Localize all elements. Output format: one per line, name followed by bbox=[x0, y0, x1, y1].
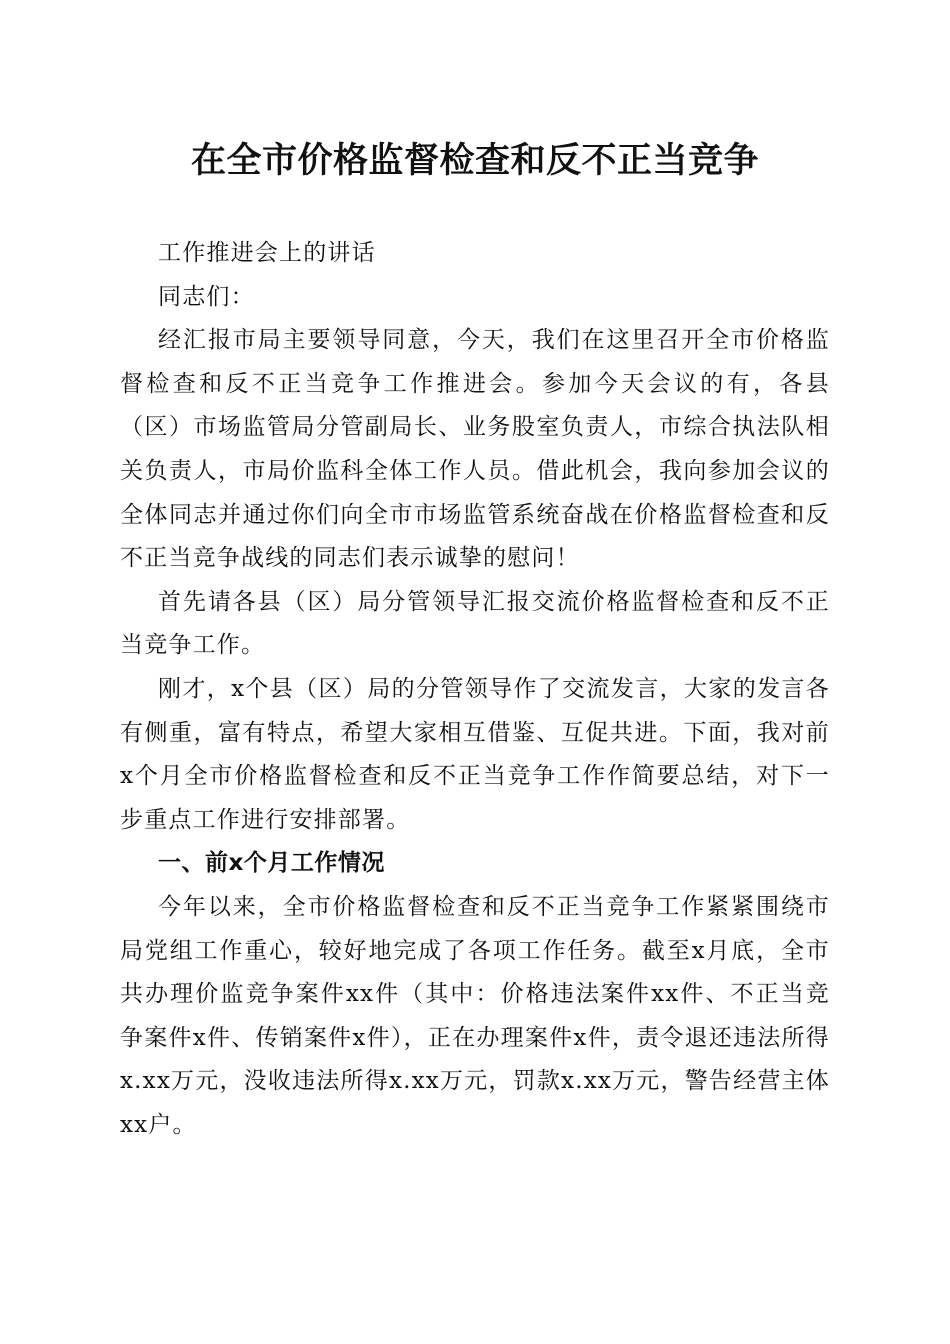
paragraph: 刚才，x个县（区）局的分管领导作了交流发言，大家的发言各有侧重，富有特点，希望大家相互借鉴、互促共进。下面，我对前x个月全市价格监督检查和反不正当竞争工作作简要总结，对下一步重点工作进行安排部署。 bbox=[120, 675, 830, 833]
paragraph: 今年以来，全市价格监督检查和反不正当竞争工作紧紧围绕市局党组工作重心，较好地完成了各项工作任务。截至x月底，全市共办理价监竞争案件xx件（其中：价格违法案件xx件、不正当竞争案件x件、传销案件x件），正在办理案件x件，责令退还违法所得x.xx万元，没收违法所得x.xx万元，罚款x.xx万元，警告经营主体xx户。 bbox=[120, 893, 830, 1138]
section-heading: 一、前x个月工作情况 bbox=[158, 850, 385, 877]
salutation: 同志们： bbox=[158, 283, 255, 310]
document-body bbox=[120, 232, 830, 1147]
document-subtitle: 工作推进会上的讲话 bbox=[158, 240, 376, 266]
document-title: 在全市价格监督检查和反不正当竞争 bbox=[190, 141, 759, 181]
paragraph: 经汇报市局主要领导同意，今天，我们在这里召开全市价格监督检查和反不正当竞争工作推进会。参加今天会议的有，各县（区）市场监管局分管副局长、业务股室负责人，市综合执法队相关负责人，市局价监科全体工作人员。借此机会，我向参加会议的全体同志并通过你们向全市市场监管系统奋战在价格监督检查和反不正当竞争战线的同志们表示诚挚的慰问！ bbox=[120, 327, 830, 572]
paragraph: 首先请各县（区）局分管领导汇报交流价格监督检查和反不正当竞争工作。 bbox=[120, 588, 830, 659]
